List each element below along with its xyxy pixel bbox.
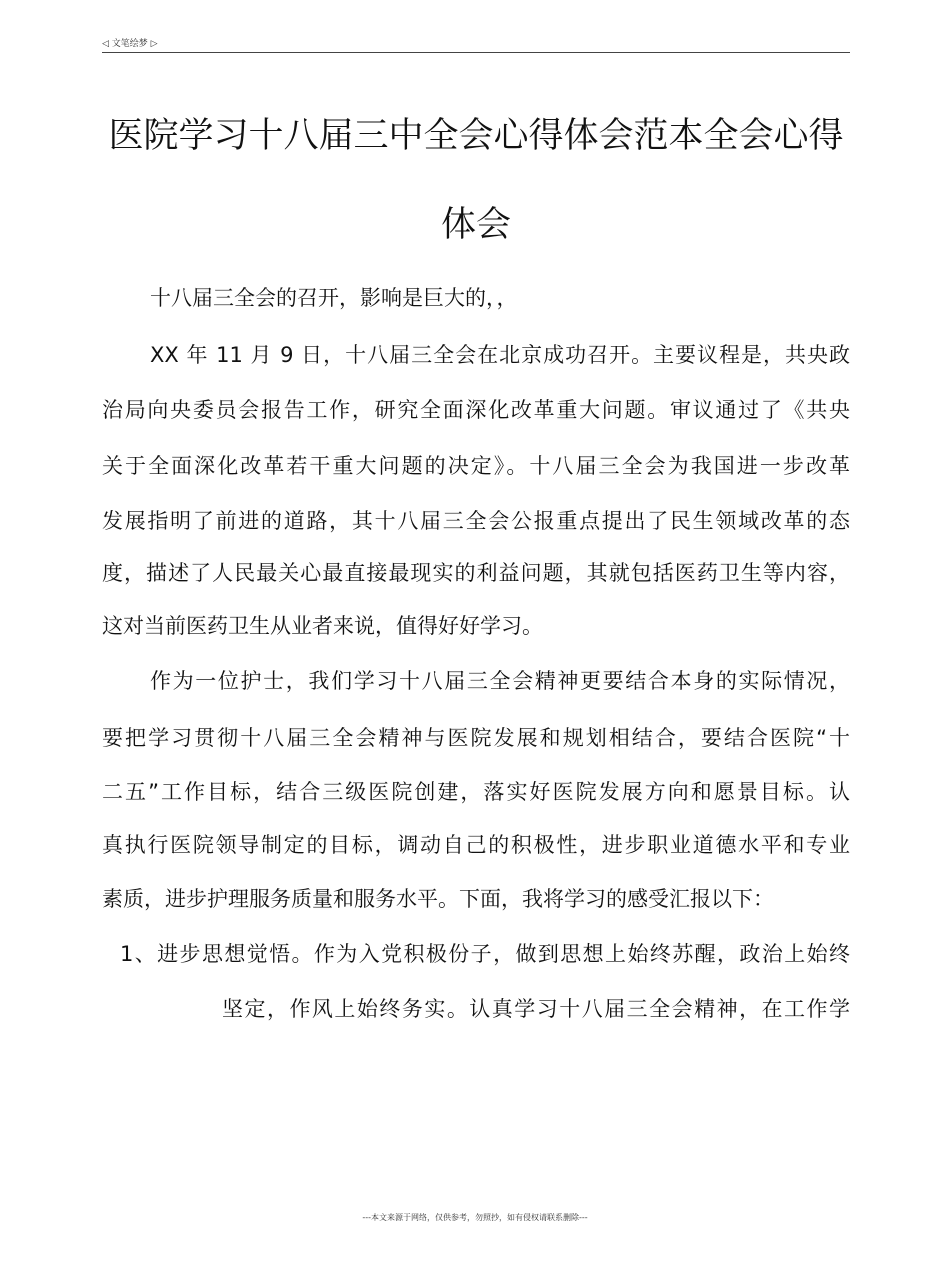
paragraph-line: 度，描述了人民最关心最直接最现实的利益问题，其就包括医药卫生等内容， — [102, 561, 850, 585]
paragraph-line: 素质，进步护理服务质量和服务水平。下面，我将学习的感受汇报以下： — [102, 887, 774, 911]
paragraph-line: XX 年 11 月 9 日，十八届三全会在北京成功召开。主要议程是，共央政 — [150, 343, 850, 367]
page-header: ◁ 文笔绘梦 ▷ — [102, 39, 158, 49]
list-item-line: 坚定，作风上始终务实。认真学习十八届三全会精神，在工作学 — [222, 997, 850, 1021]
paragraph-line: 作为一位护士，我们学习十八届三全会精神更要结合本身的实际情况， — [150, 669, 850, 693]
paragraph-line: 真执行医院领导制定的目标，调动自己的积极性，进步职业道德水平和专业 — [102, 833, 850, 857]
paragraph-line: 这对当前医药卫生从业者来说，值得好好学习。 — [102, 614, 543, 638]
document-title-line-2: 体会 — [440, 205, 511, 245]
paragraph-line: 二五”工作目标，结合三级医院创建，落实好医院发展方向和愿景目标。认 — [102, 780, 850, 804]
page-footer: ---本文来源于网络，仅供参考，勿照抄，如有侵权请联系删除--- — [362, 1213, 588, 1222]
paragraph-line: 发展指明了前进的道路，其十八届三全会公报重点提出了民生领域改革的态 — [102, 509, 850, 533]
paragraph-line: 治局向央委员会报告工作，研究全面深化改革重大问题。审议通过了《共央 — [102, 398, 850, 422]
document-title-line-1: 医院学习十八届三中全会心得体会范本全会心得 — [108, 116, 844, 156]
header-divider — [102, 52, 850, 53]
paragraph-line: 要把学习贯彻十八届三全会精神与医院发展和规划相结合，要结合医院“十 — [102, 726, 850, 750]
paragraph-line: 十八届三全会的召开，影响是巨大的，， — [150, 286, 518, 310]
list-item-line: 1、进步思想觉悟。作为入党积极份子，做到思想上始终苏醒，政治上始终 — [120, 942, 850, 966]
paragraph-line: 关于全面深化改革若干重大问题的决定》。十八届三全会为我国进一步改革 — [102, 454, 850, 478]
